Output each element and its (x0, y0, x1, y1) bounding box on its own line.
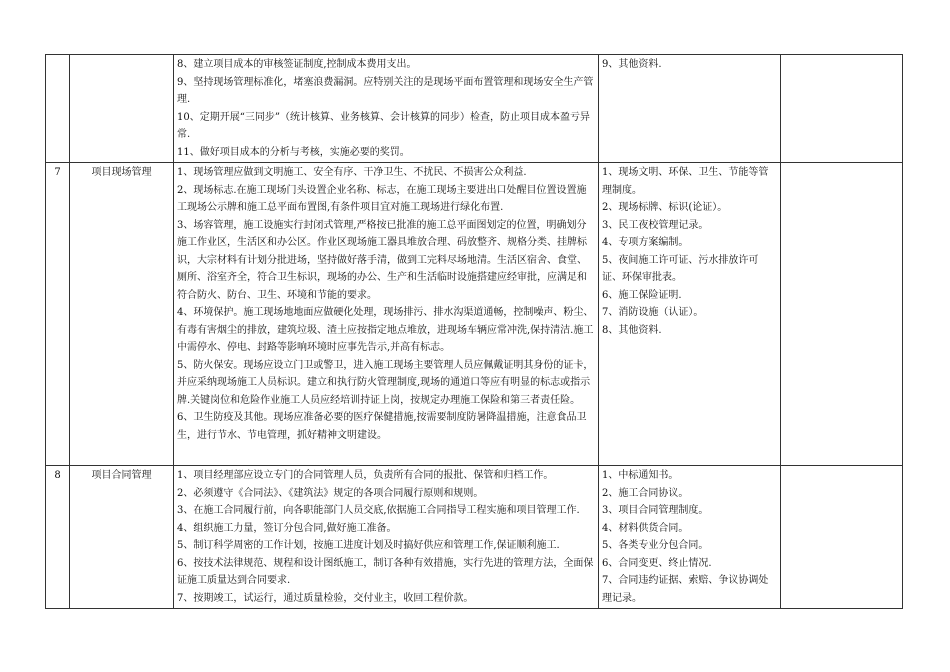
document-line: 2、施工合同协议。 (602, 487, 689, 499)
item-name (70, 55, 174, 163)
document-line: 9、其他资料. (602, 59, 662, 70)
document-line: 7、合同违约证据、索赔、争议协调处理记录。 (602, 575, 769, 604)
documents-cell (599, 466, 781, 609)
document-line: 7、消防设施（认证）。 (602, 307, 704, 318)
document-line: 1、中标通知书。 (602, 470, 679, 481)
document-line: 2、现场标牌、标识(论证）。 (602, 202, 728, 213)
document-line: 3、项目合同管理制度。 (602, 505, 709, 516)
requirement-line: 11、做好项目成本的分析与考核，实施必要的奖罚。 (177, 146, 410, 158)
requirement-line: 3、场容管理，施工设施实行封闭式管理,严格按已批准的施工总平面图划定的位置，明确划分施工作业区，生活区和办公区。作业区现场施工器具堆放合理、码放整齐、规格分类、挂牌标识，大宗材料有计划分批进场，坚持做好落手清，做到工完料尽场地清。生活区宿舍、食堂、厕所、浴室齐全，符合卫生标识，现场的办公、生产和生活临时设施搭建应经审批，应满足和符合防火、防台、卫生、环境和节能的要求。 (177, 219, 587, 301)
document-line: 8、其他资料. (602, 324, 662, 336)
requirement-line: 2、必须遵守《合同法》、《建筑法》规定的各项合同履行原则和规则。 (177, 487, 484, 499)
requirement-line: 5、制订科学周密的工作计划，按施工进度计划及时搞好供应和管理工作,保证顺利施工. (177, 540, 560, 551)
document-line: 6、施工保险证明. (602, 289, 682, 301)
requirement-line: 2、现场标志.在施工现场门头设置企业名称、标志，在施工现场主要进出口处醒目位置设置施工现场公示牌和施工总平面布置图,有条件项目宜对施工现场进行绿化布置. (177, 184, 587, 213)
row-number: 7 (46, 163, 70, 466)
requirement-line: 7、按期竣工，试运行，通过质量检验，交付业主，收回工程价款。 (177, 592, 474, 604)
remarks-cell (781, 163, 903, 466)
table-row (46, 55, 903, 163)
requirement-line: 10、定期开展“三同步”（统计核算、业务核算、会计核算的同步）检查，防止项目成本盈亏异常. (177, 111, 590, 140)
item-name: 项目现场管理 (70, 163, 174, 466)
requirement-line: 4、组织施工力量，签订分包合同,做好施工准备。 (177, 522, 397, 534)
requirement-line: 6、按技术法律规范、规程和设计图纸施工，制订各种有效措施，实行先进的管理方法，全面保证施工质量达到合同要求. (177, 557, 594, 586)
management-table (45, 54, 903, 609)
requirement-line: 4、环境保护。施工现场地地面应做硬化处理，现场排污、排水沟渠道通畅，控制噪声、粉尘、有毒有害烟尘的排放，建筑垃圾、渣土应按指定地点堆放，进现场车辆应常冲洗,保持清洁.施工中需停水、停电、封路等影响环境时应事先告示,并高有标志。 (177, 307, 594, 353)
requirements-cell (174, 466, 599, 609)
table-row (46, 163, 903, 466)
remarks-cell (781, 55, 903, 163)
document-line: 5、各类专业分包合同。 (602, 540, 709, 551)
requirement-line: 5、防火保安。现场应设立门卫或警卫，进入施工现场主要管理人员应佩戴证明其身份的证卡，并应采纳现场施工人员标识。建立和执行防火管理制度,现场的通道口等应有明显的标志或指示牌.关键岗位和危险作业施工人员应经培训持证上岗，按规定办理施工保险和第三者责任险。 (177, 359, 594, 406)
document-line: 6、合同变更、终止情况. (602, 557, 712, 569)
requirements-cell (174, 55, 599, 163)
requirement-line: 3、在施工合同履行前，向各职能部门人员交底,依据施工合同指导工程实施和项目管理工作. (177, 505, 580, 516)
requirement-line: 1、现场管理应做到文明施工、安全有序、干净卫生、不扰民、不损害公众利益. (177, 167, 527, 178)
document-line: 4、专项方案编制。 (602, 237, 689, 248)
table-body (46, 55, 903, 609)
document-line: 1、现场文明、环保、卫生、节能等管理制度。 (602, 167, 769, 196)
document-line: 3、民工夜校管理记录。 (602, 219, 709, 231)
item-name: 项目合同管理 (70, 466, 174, 609)
requirements-cell (174, 163, 599, 466)
document-line: 4、材料供货合同。 (602, 522, 689, 534)
requirement-line: 9、坚持现场管理标准化，堵塞浪费漏洞。应特别关注的是现场平面布置管理和现场安全生产管理. (177, 76, 594, 105)
table-row (46, 466, 903, 609)
requirement-line: 1、项目经理部应设立专门的合同管理人员，负责所有合同的报批、保管和归档工作。 (177, 470, 554, 481)
remarks-cell (781, 466, 903, 609)
documents-cell (599, 55, 781, 163)
row-number: 8 (46, 466, 70, 609)
row-number (46, 55, 70, 163)
document-line: 5、夜间施工许可证、污水排放许可证、环保审批表。 (602, 254, 759, 283)
requirement-line: 6、卫生防疫及其他。现场应准备必要的医疗保健措施,按需要制度防暑降温措施，注意食品卫生，进行节水、节电管理，抓好精神文明建设。 (177, 412, 587, 441)
documents-cell (599, 163, 781, 466)
requirement-line: 8、建立项目成本的审核签证制度,控制成本费用支出。 (177, 59, 417, 70)
